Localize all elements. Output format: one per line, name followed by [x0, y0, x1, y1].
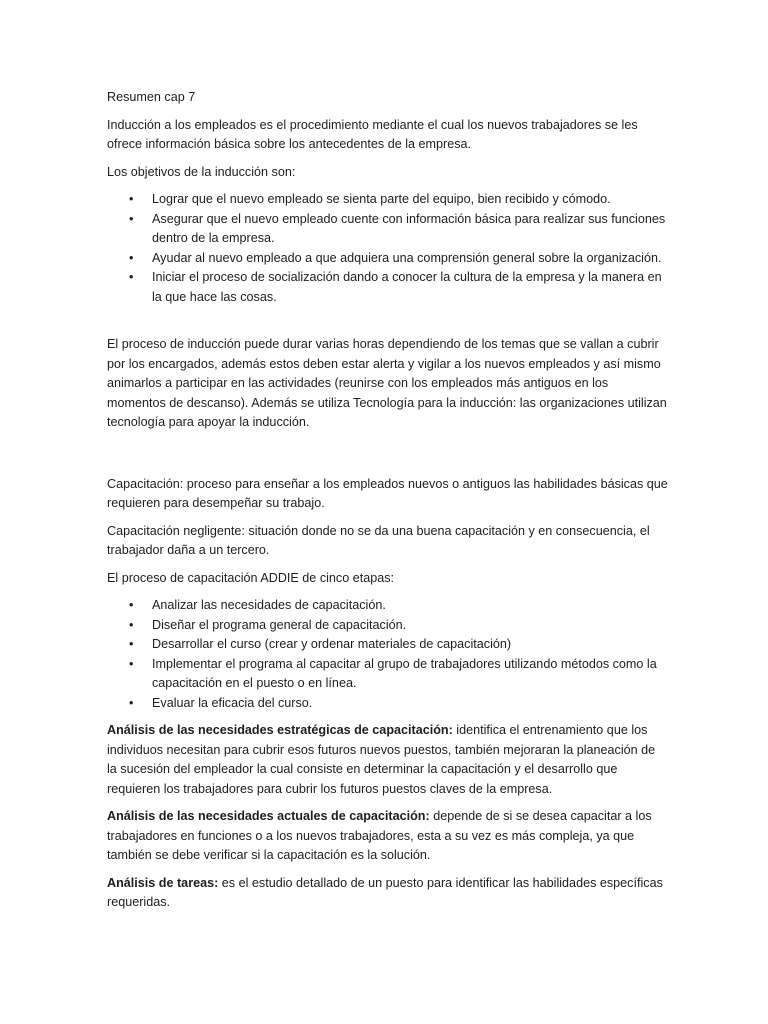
- list-item: • Evaluar la eficacia del curso.: [107, 694, 668, 714]
- addie-steps-list: [107, 596, 668, 713]
- list-item: • Iniciar el proceso de socialización dando a conocer la cultura de la empresa y la manera en la que hace las cosas.: [107, 268, 668, 307]
- list-item: • Ayudar al nuevo empleado a que adquiera una comprensión general sobre la organización.: [107, 249, 668, 269]
- list-item: • Diseñar el programa general de capacitación.: [107, 616, 668, 636]
- strategic-analysis-term: Análisis de las necesidades estratégicas de capacitación:: [107, 723, 453, 737]
- task-analysis-text: es el estudio detallado de un puesto para identificar las habilidades específicas requeridas.: [107, 875, 663, 909]
- addie-heading: El proceso de capacitación ADDIE de cinco etapas:: [107, 570, 395, 585]
- document-title: Resumen cap 7: [107, 90, 196, 104]
- negligent-training-paragraph: Capacitación negligente: situación donde no se da una buena capacitación y en consecuencia, el trabajador daña a un tercero.: [107, 523, 650, 557]
- current-analysis-text: depende de si se desea capacitar a los trabajadores en funciones o a los nuevos trabajadores, esta a su vez es más compleja, ya que también se debe verificar si la capacitación es la solución.: [107, 809, 652, 862]
- list-item: • Lograr que el nuevo empleado se sienta parte del equipo, bien recibido y cómodo.: [107, 190, 668, 210]
- training-definition-paragraph: Capacitación: proceso para enseñar a los empleados nuevos o antiguos las habilidades básicas que requieren para desempeñar su trabajo.: [107, 476, 668, 510]
- list-item: • Asegurar que el nuevo empleado cuente con información básica para realizar sus funciones dentro de la empresa.: [107, 210, 668, 249]
- task-analysis-paragraph: [107, 874, 668, 913]
- induction-intro-paragraph: Inducción a los empleados es el procedimiento mediante el cual los nuevos trabajadores se les ofrece información básica sobre los antecedentes de la empresa.: [107, 117, 638, 151]
- spacer: [107, 441, 668, 475]
- strategic-analysis-text: identifica el entrenamiento que los individuos necesitan para cubrir esos futuros nuevos puestos, también mejoraran la planeación de la sucesión del empleador la cual consiste en determinar la capacitación y el desarrollo que requieren los trabajadores para cubrir los futuros puestos claves de la empresa.: [107, 723, 656, 796]
- list-item: • Analizar las necesidades de capacitación.: [107, 596, 668, 616]
- induction-process-paragraph: El proceso de inducción puede durar varias horas dependiendo de los temas que se vallan a cubrir por los encargados, además estos deben estar alerta y vigilar a los nuevos empleados y así mismo animarlos a participar en las actividades (reunirse con los empleados más antiguos en los momentos de descanso). Además se utiliza Tecnología para la inducción: las organizaciones utilizan tecnología para apoyar la inducción.: [107, 337, 667, 429]
- objectives-list: [107, 190, 668, 307]
- current-analysis-term: Análisis de las necesidades actuales de capacitación:: [107, 809, 430, 823]
- spacer: [107, 315, 668, 335]
- list-item: • Implementar el programa al capacitar al grupo de trabajadores utilizando métodos como la capacitación en el puesto o en línea.: [107, 655, 668, 694]
- strategic-analysis-paragraph: [107, 721, 668, 799]
- list-item: • Desarrollar el curso (crear y ordenar materiales de capacitación): [107, 635, 668, 655]
- current-analysis-paragraph: [107, 807, 668, 866]
- objectives-heading: Los objetivos de la inducción son:: [107, 164, 296, 179]
- task-analysis-term: Análisis de tareas:: [107, 875, 219, 890]
